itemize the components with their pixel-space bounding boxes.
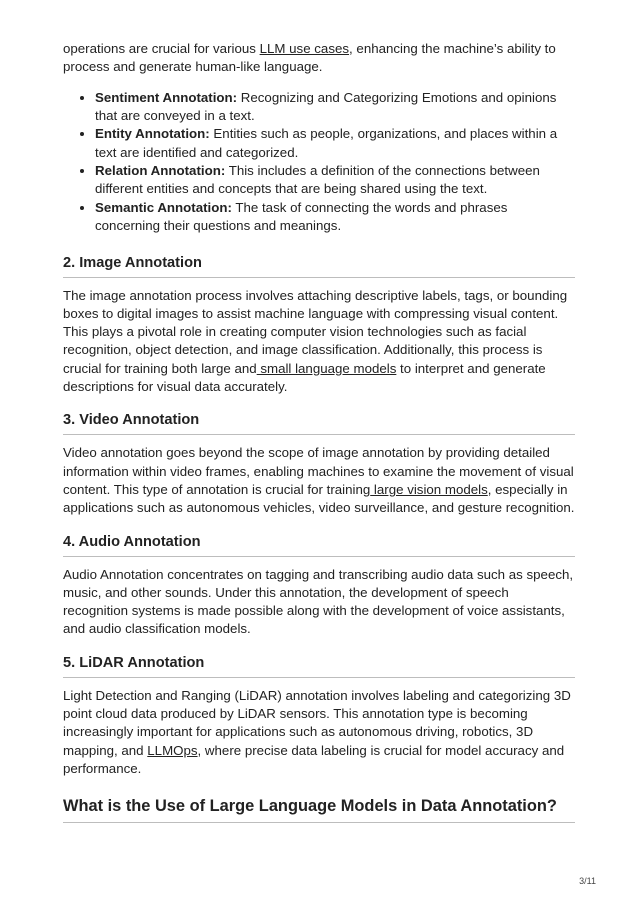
- paragraph-text-end: , where precise data labeling is crucial for model accuracy and performance.: [63, 742, 565, 776]
- section-heading: 4. Audio Annotation: [63, 533, 575, 557]
- bullet-title: Semantic Annotation:: [95, 199, 232, 215]
- paragraph-text-end: , especially in applications such as autonomous vehicles, video surveillance, and gesture recognition.: [63, 481, 575, 516]
- bullet-title: Sentiment Annotation:: [95, 89, 238, 105]
- intro-text-end: , enhancing the machine’s ability to process and generate human-like language.: [63, 41, 556, 75]
- small-language-models-link[interactable]: small language models: [256, 360, 397, 376]
- section-paragraph: Audio Annotation concentrates on tagging and transcribing audio data such as speech, music, and other sounds. Under this annotation, the development of speech recognition systems is made possible along with the development of voice assistants, and audio classification models.: [63, 566, 574, 637]
- list-item: [95, 199, 575, 236]
- video-annotation-section: [63, 411, 575, 517]
- llmops-link[interactable]: LLMOps: [147, 742, 198, 758]
- lidar-annotation-section: [63, 654, 575, 778]
- paragraph-text: Light Detection and Ranging (LiDAR) annotation involves labeling and categorizing 3D point cloud data produced by LiDAR sensors. This annotation type is becoming increasingly important for applications such as autonomous driving, robotics, 3D mapping, and: [63, 687, 571, 758]
- section-heading: 5. LiDAR Annotation: [63, 654, 575, 678]
- list-item: [95, 89, 575, 126]
- bullet-title: Entity Annotation:: [95, 126, 210, 142]
- image-annotation-section: [63, 254, 575, 397]
- paragraph-text: Video annotation goes beyond the scope of image annotation by providing detailed information within video frames, enabling machines to examine the movement of visual content. This type of annotation is crucial for training: [63, 445, 574, 497]
- section-paragraph: [63, 287, 575, 397]
- large-vision-models-link[interactable]: large vision models: [370, 481, 488, 497]
- section-heading: What is the Use of Large Language Models in Data Annotation?: [63, 796, 575, 823]
- audio-annotation-section: [63, 533, 575, 639]
- llm-use-section: [63, 796, 575, 823]
- section-paragraph: [63, 687, 575, 778]
- bullet-title: Relation Annotation:: [95, 163, 226, 179]
- paragraph-text: The image annotation process involves attaching descriptive labels, tags, or bounding boxes to digital images to assist machine language with compressing visual content. This plays a pivotal role in creating computer vision technologies such as facial recognition, object detection, and image classification. Additionally, this process is crucial for training both large and: [63, 287, 568, 376]
- list-item: [95, 162, 575, 199]
- document-page: [63, 40, 575, 823]
- intro-paragraph: [63, 40, 575, 77]
- section-paragraph: [63, 444, 575, 517]
- bullet-text: The task of connecting the words and phrases concerning their questions and meanings.: [95, 199, 508, 234]
- section-heading: 2. Image Annotation: [63, 254, 575, 278]
- list-item: [95, 125, 575, 162]
- annotation-types-list: [63, 89, 575, 236]
- intro-text: operations are crucial for various: [63, 41, 260, 56]
- llm-use-cases-link[interactable]: LLM use cases: [259, 41, 350, 56]
- bullet-text: Entities such as people, organizations, and places within a text are identified and categorized.: [95, 126, 558, 160]
- page-number: 3/11: [579, 876, 596, 886]
- bullet-text: This includes a definition of the connections between different entities and concepts that are being shared using the text.: [95, 163, 540, 197]
- paragraph-text-end: to interpret and generate descriptions for visual data accurately.: [63, 360, 546, 395]
- bullet-text: Recognizing and Categorizing Emotions and opinions that are conveyed in a text.: [95, 89, 557, 123]
- section-heading: 3. Video Annotation: [63, 411, 575, 435]
